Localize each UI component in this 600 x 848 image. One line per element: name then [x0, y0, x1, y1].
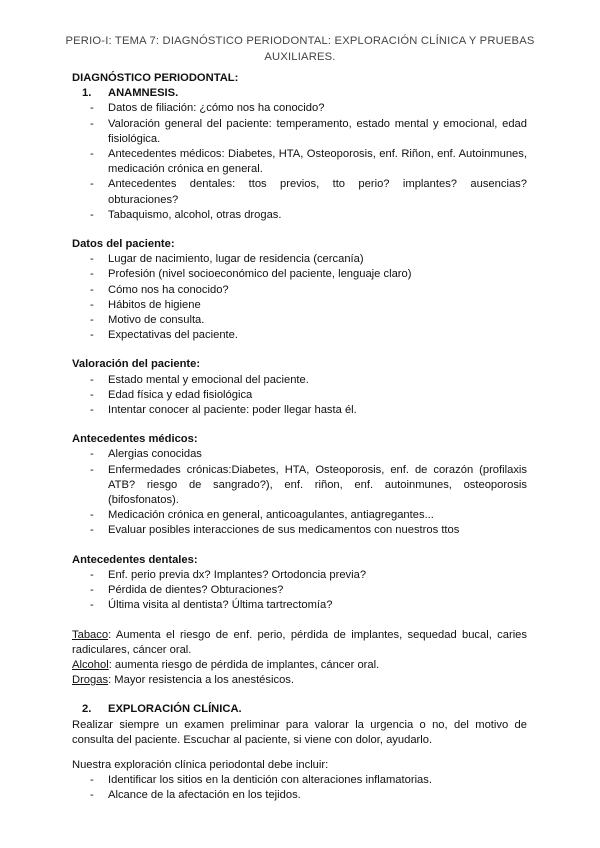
drogas-text: : Mayor resistencia a los anestésicos.	[108, 674, 294, 687]
list-item: - Evaluar posibles interacciones de sus medicamentos con nuestros ttos	[108, 523, 527, 538]
datos-list	[72, 252, 527, 343]
list-item: - Intentar conocer al paciente: poder llegar hasta él.	[108, 403, 527, 418]
drogas-paragraph	[72, 673, 527, 688]
dentales-list	[72, 568, 527, 614]
section-title: ANAMNESIS.	[108, 87, 179, 100]
subheading-valoracion: Valoración del paciente:	[72, 358, 201, 371]
list-item: - Alergias conocidas	[108, 447, 527, 462]
list-item: - Última visita al dentista? Última tartrectomía?	[108, 598, 527, 613]
list-item: - Antecedentes dentales: ttos previos, tto perio? implantes? ausencias? obturaciones?	[108, 177, 527, 207]
list-item: - Cómo nos ha conocido?	[108, 283, 527, 298]
tabaco-label: Tabaco	[72, 628, 109, 641]
section-number: 2.	[82, 703, 92, 716]
list-item: - Enf. perio previa dx? Implantes? Ortodoncia previa?	[108, 568, 527, 583]
section-heading-exploracion	[82, 702, 527, 717]
list-item: - Datos de filiación: ¿cómo nos ha conocido?	[108, 101, 527, 116]
tabaco-paragraph	[72, 628, 527, 658]
drogas-label: Drogas	[72, 674, 109, 687]
list-item: - Alcance de la afectación en los tejidos.	[108, 788, 527, 803]
tabaco-text: : Aumenta el riesgo de enf. perio, pérdida de implantes, sequedad bucal, caries radiculares, cáncer oral.	[72, 628, 527, 656]
exploracion-intro: Realizar siempre un examen preliminar para valorar la urgencia o no, del motivo de consulta del paciente. Escuchar al paciente, si viene con dolor, ayudarlo.	[72, 718, 527, 746]
subheading-antecedentes-dentales: Antecedentes dentales:	[72, 553, 198, 566]
list-item: - Identificar los sitios en la dentición con alteraciones inflamatorias.	[108, 773, 527, 788]
list-item: - Profesión (nivel socioeconómico del paciente, lenguaje claro)	[108, 267, 527, 282]
alcohol-label: Alcohol	[72, 658, 109, 671]
anamnesis-list	[72, 101, 527, 223]
list-item: - Lugar de nacimiento, lugar de residencia (cercanía)	[108, 252, 527, 267]
alcohol-paragraph	[72, 658, 527, 673]
section-heading-anamnesis	[82, 86, 527, 101]
list-item: - Pérdida de dientes? Obturaciones?	[108, 583, 527, 598]
list-item: - Edad física y edad fisiológica	[108, 388, 527, 403]
valoracion-list	[72, 373, 527, 419]
list-item: - Tabaquismo, alcohol, otras drogas.	[108, 208, 527, 223]
document-body	[72, 71, 527, 804]
alcohol-text: : aumenta riesgo de pérdida de implantes, cáncer oral.	[108, 658, 380, 671]
section-title: EXPLORACIÓN CLÍNICA.	[108, 703, 242, 716]
list-item: - Valoración general del paciente: temperamento, estado mental y emocional, edad fisiológica.	[108, 117, 527, 147]
section-number: 1.	[82, 87, 92, 100]
subheading-datos: Datos del paciente:	[72, 238, 175, 251]
list-item: - Medicación crónica en general, anticoagulantes, antiagregantes...	[108, 508, 527, 523]
list-item: - Enfermedades crónicas:Diabetes, HTA, Osteoporosis, enf. de corazón (profilaxis ATB? riesgo de sangrado?), enf. riñon, enf. autoinmunes, osteoporosis (bifosfonatos).	[108, 463, 527, 509]
main-heading: DIAGNÓSTICO PERIODONTAL:	[72, 72, 239, 84]
list-item: - Motivo de consulta.	[108, 313, 527, 328]
subheading-antecedentes-medicos: Antecedentes médicos:	[72, 433, 198, 446]
list-item: - Expectativas del paciente.	[108, 328, 527, 343]
list-item: - Estado mental y emocional del paciente.	[108, 373, 527, 388]
list-item: - Antecedentes médicos: Diabetes, HTA, Osteoporosis, enf. Riñon, enf. Autoinmunes, medicación crónica en general.	[108, 147, 527, 177]
exploracion-list	[72, 773, 527, 803]
list-item: - Hábitos de higiene	[108, 298, 527, 313]
page-header: PERIO-I: TEMA 7: DIAGNÓSTICO PERIODONTAL: EXPLORACIÓN CLÍNICA Y PRUEBAS AUXILIARES.	[65, 35, 535, 63]
exploracion-lead: Nuestra exploración clínica periodontal debe incluir:	[72, 758, 329, 771]
medicos-list	[72, 447, 527, 538]
